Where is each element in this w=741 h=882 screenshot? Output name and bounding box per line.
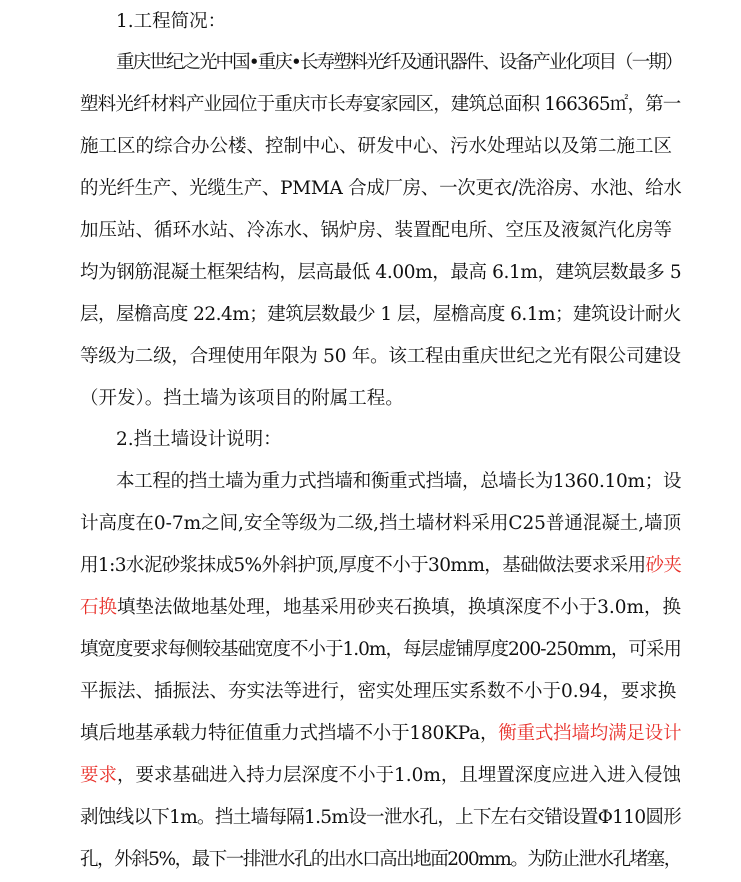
highlighted-text: 石换 <box>80 597 117 618</box>
highlighted-text: 砂夹 <box>645 555 682 576</box>
paragraph-line: 填宽度要求每侧较基础宽度不小于1.0m，每层虚铺厚度200-250mm，可采用 <box>80 639 681 660</box>
paragraph-line: 均为钢筋混凝土框架结构，层高最低 4.00m，最高 6.1m，建筑层数最多 5 <box>80 262 682 283</box>
highlighted-text: 衡重式挡墙均满足设计 <box>498 723 682 744</box>
section-heading-1: 1.工程简况： <box>116 11 227 32</box>
paragraph-text: ，要求基础进入持力层深度不小于1.0m，且埋置深度应进入进入侵蚀 <box>116 765 681 786</box>
paragraph-line: 平振法、插振法、夯实法等进行，密实处理压实系数不小于0.94，要求换 <box>80 681 677 702</box>
paragraph-line <box>80 555 681 577</box>
paragraph-line: 孔，外斜5%，最下一排泄水孔的出水口高出地面200mm。为防止泄水孔堵塞， <box>80 849 681 870</box>
paragraph-line <box>80 723 681 745</box>
paragraph-text: 用1:3水泥砂浆抹成5%外斜护顶,厚度不小于30mm，基础做法要求采用 <box>80 555 646 576</box>
paragraph-line: 本工程的挡土墙为重力式挡墙和衡重式挡墙，总墙长为1360.10m；设 <box>116 471 682 492</box>
highlighted-text: 要求 <box>80 765 117 786</box>
paragraph-line <box>80 597 681 619</box>
paragraph-line: 等级为二级，合理使用年限为 50 年。该工程由重庆世纪之光有限公司建设 <box>80 346 681 367</box>
paragraph-line: 剥蚀线以下1m。挡土墙每隔1.5m设一泄水孔，上下左右交错设置Φ110圆形 <box>80 807 682 828</box>
paragraph-line: 层，屋檐高度 22.4m；建筑层数最少 1 层，屋檐高度 6.1m；建筑设计耐火 <box>80 304 681 325</box>
paragraph-line: 计高度在0-7m之间,安全等级为二级,挡土墙材料采用C25普通混凝土,墙顶 <box>80 513 682 534</box>
section-heading-2: 2.挡土墙设计说明： <box>116 429 282 450</box>
paragraph-line: 的光纤生产、光缆生产、PMMA 合成厂房、一次更衣/洗浴房、水池、给水 <box>80 178 682 199</box>
paragraph-line: 加压站、循环水站、冷冻水、锅炉房、装置配电所、空压及液氮汽化房等 <box>80 220 673 241</box>
paragraph-line: 重庆世纪之光中国•重庆•长寿塑料光纤及通讯器件、设备产业化项目（一期） <box>116 52 682 73</box>
paragraph-line: （开发）。挡土墙为该项目的附属工程。 <box>80 388 404 409</box>
paragraph-line: 施工区的综合办公楼、控制中心、研发中心、污水处理站以及第二施工区 <box>80 136 673 157</box>
paragraph-text: 填垫法做地基处理，地基采用砂夹石换填，换填深度不小于3.0m，换 <box>116 597 681 618</box>
paragraph-line: 塑料光纤材料产业园位于重庆市长寿宴家园区，建筑总面积 166365㎡，第一 <box>80 94 681 115</box>
paragraph-line <box>80 765 681 787</box>
paragraph-text: 填后地基承载力特征值重力式挡墙不小于180KPa， <box>80 723 499 744</box>
